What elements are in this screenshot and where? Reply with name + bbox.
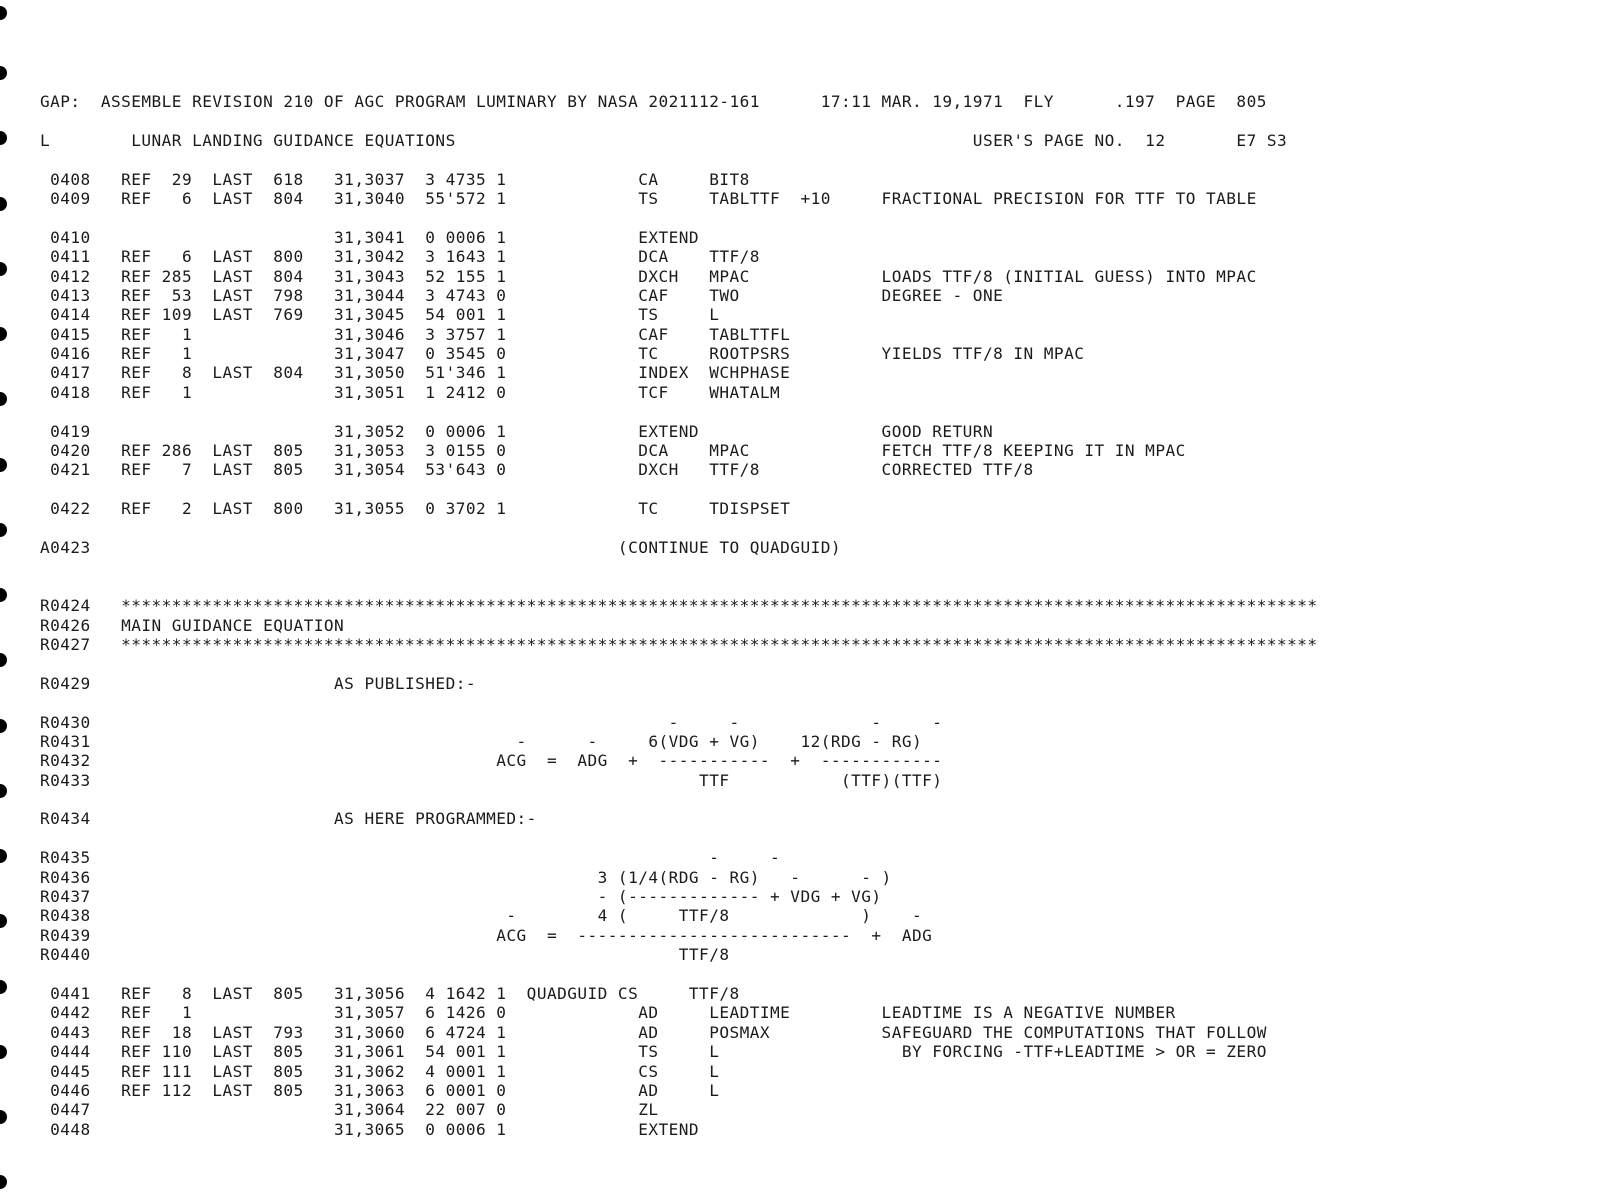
- listing-line: [40, 519, 1318, 538]
- sprocket-hole: [0, 1110, 7, 1124]
- listing-line: 0447 31,3064 22 007 0 ZL: [40, 1100, 659, 1120]
- listing-line: GAP: ASSEMBLE REVISION 210 OF AGC PROGRAM LUMINARY BY NASA 2021112-161 17:11 MAR. 19,1971 FLY .197 PAGE 805: [40, 92, 1267, 111]
- listing-line: [40, 790, 1318, 809]
- sprocket-hole: [0, 980, 7, 994]
- listing-line: 0421 REF 7 LAST 805 31,3054 53'643 0 DXCH TTF/8 CORRECTED TTF/8: [40, 460, 1034, 480]
- sprocket-hole: [0, 392, 7, 406]
- listing-line: [40, 557, 1318, 576]
- listing-line: 0444 REF 110 LAST 805 31,3061 54 001 1 TS L BY FORCING -TTF+LEADTIME > OR = ZERO: [40, 1042, 1267, 1062]
- listing-line: 0408 REF 29 LAST 618 31,3037 3 4735 1 CA BIT8: [40, 169, 750, 189]
- sprocket-hole: [0, 588, 7, 602]
- listing-line: 0416 REF 1 31,3047 0 3545 0 TC ROOTPSRS YIELDS TTF/8 IN MPAC: [40, 344, 1085, 364]
- listing-line: [40, 208, 1318, 227]
- listing-line: R0430 - - - -: [40, 712, 943, 732]
- listing-line: 0411 REF 6 LAST 800 31,3042 3 1643 1 DCA TTF/8: [40, 247, 760, 267]
- sprocket-hole: [0, 849, 7, 863]
- listing-line: 0441 REF 8 LAST 805 31,3056 4 1642 1 QUADGUID CS TTF/8: [40, 983, 740, 1003]
- listing-line: R0439 ACG = --------------------------- + ADG: [40, 925, 933, 945]
- listing-line: R0440 TTF/8: [40, 945, 730, 965]
- assembly-listing: [40, 92, 1318, 1139]
- listing-line: R0433 TTF (TTF)(TTF): [40, 770, 943, 790]
- listing-line: A0423 (CONTINUE TO QUADGUID): [40, 537, 842, 557]
- listing-line: 0414 REF 109 LAST 769 31,3045 54 001 1 TS L: [40, 305, 720, 325]
- listing-line: 0418 REF 1 31,3051 1 2412 0 TCF WHATALM: [40, 382, 781, 402]
- sprocket-hole: [0, 197, 7, 211]
- listing-line: [40, 480, 1318, 499]
- listing-line: R0429 AS PUBLISHED:-: [40, 673, 476, 693]
- sprocket-hole: [0, 66, 7, 80]
- listing-line: [40, 829, 1318, 848]
- listing-line: L LUNAR LANDING GUIDANCE EQUATIONS USER'S PAGE NO. 12 E7 S3: [40, 130, 1288, 150]
- sprocket-hole: [0, 653, 7, 667]
- sprocket-hole: [0, 1175, 7, 1189]
- listing-line: R0432 ACG = ADG + ----------- + ------------: [40, 751, 943, 771]
- listing-line: 0448 31,3065 0 0006 1 EXTEND: [40, 1119, 700, 1139]
- sprocket-hole: [0, 1045, 7, 1059]
- listing-line: [40, 577, 1318, 596]
- listing-line: R0437 - (------------- + VDG + VG): [40, 887, 882, 907]
- listing-line: 0419 31,3052 0 0006 1 EXTEND GOOD RETURN: [40, 421, 994, 441]
- listing-line: [40, 402, 1318, 421]
- listing-line: 0417 REF 8 LAST 804 31,3050 51'346 1 INDEX WCHPHASE: [40, 363, 791, 383]
- listing-line: R0436 3 (1/4(RDG - RG) - - ): [40, 867, 892, 887]
- listing-line: 0413 REF 53 LAST 798 31,3044 3 4743 0 CAF TWO DEGREE - ONE: [40, 285, 1004, 305]
- listing-line: R0435 - -: [40, 848, 781, 868]
- listing-line: [40, 693, 1318, 712]
- sprocket-hole: [0, 914, 7, 928]
- listing-line: R0438 - 4 ( TTF/8 ) -: [40, 906, 923, 926]
- listing-line: [40, 111, 1318, 130]
- sprocket-hole: [0, 6, 7, 20]
- listing-line: R0431 - - 6(VDG + VG) 12(RDG - RG): [40, 731, 923, 751]
- listing-line: 0415 REF 1 31,3046 3 3757 1 CAF TABLTTFL: [40, 324, 791, 344]
- listing-line: 0446 REF 112 LAST 805 31,3063 6 0001 0 AD L: [40, 1080, 720, 1100]
- sprocket-hole: [0, 719, 7, 733]
- sprocket-hole: [0, 262, 7, 276]
- listing-line: R0427 **********************************************************************************************************************: [40, 634, 1318, 654]
- listing-line: [40, 654, 1318, 673]
- listing-line: 0410 31,3041 0 0006 1 EXTEND: [40, 227, 700, 247]
- listing-line: [40, 150, 1318, 169]
- listing-line: 0409 REF 6 LAST 804 31,3040 55'572 1 TS TABLTTF +10 FRACTIONAL PRECISION FOR TTF TO TABLE: [40, 188, 1257, 208]
- listing-line: R0426 MAIN GUIDANCE EQUATION: [40, 615, 345, 635]
- listing-line: 0412 REF 285 LAST 804 31,3043 52 155 1 DXCH MPAC LOADS TTF/8 (INITIAL GUESS) INTO MPAC: [40, 266, 1257, 286]
- listing-line: 0442 REF 1 31,3057 6 1426 0 AD LEADTIME LEADTIME IS A NEGATIVE NUMBER: [40, 1003, 1176, 1023]
- listing-line: 0445 REF 111 LAST 805 31,3062 4 0001 1 CS L: [40, 1061, 720, 1081]
- sprocket-hole: [0, 327, 7, 341]
- listing-line: R0424 **********************************************************************************************************************: [40, 596, 1318, 616]
- listing-line: R0434 AS HERE PROGRAMMED:-: [40, 809, 537, 829]
- sprocket-hole: [0, 784, 7, 798]
- sprocket-hole: [0, 458, 7, 472]
- sprocket-hole: [0, 131, 7, 145]
- listing-line: 0420 REF 286 LAST 805 31,3053 3 0155 0 DCA MPAC FETCH TTF/8 KEEPING IT IN MPAC: [40, 441, 1186, 461]
- listing-line: 0422 REF 2 LAST 800 31,3055 0 3702 1 TC TDISPSET: [40, 499, 791, 519]
- listing-line: [40, 965, 1318, 984]
- sprocket-hole: [0, 523, 7, 537]
- listing-line: 0443 REF 18 LAST 793 31,3060 6 4724 1 AD POSMAX SAFEGUARD THE COMPUTATIONS THAT FOLLOW: [40, 1022, 1267, 1042]
